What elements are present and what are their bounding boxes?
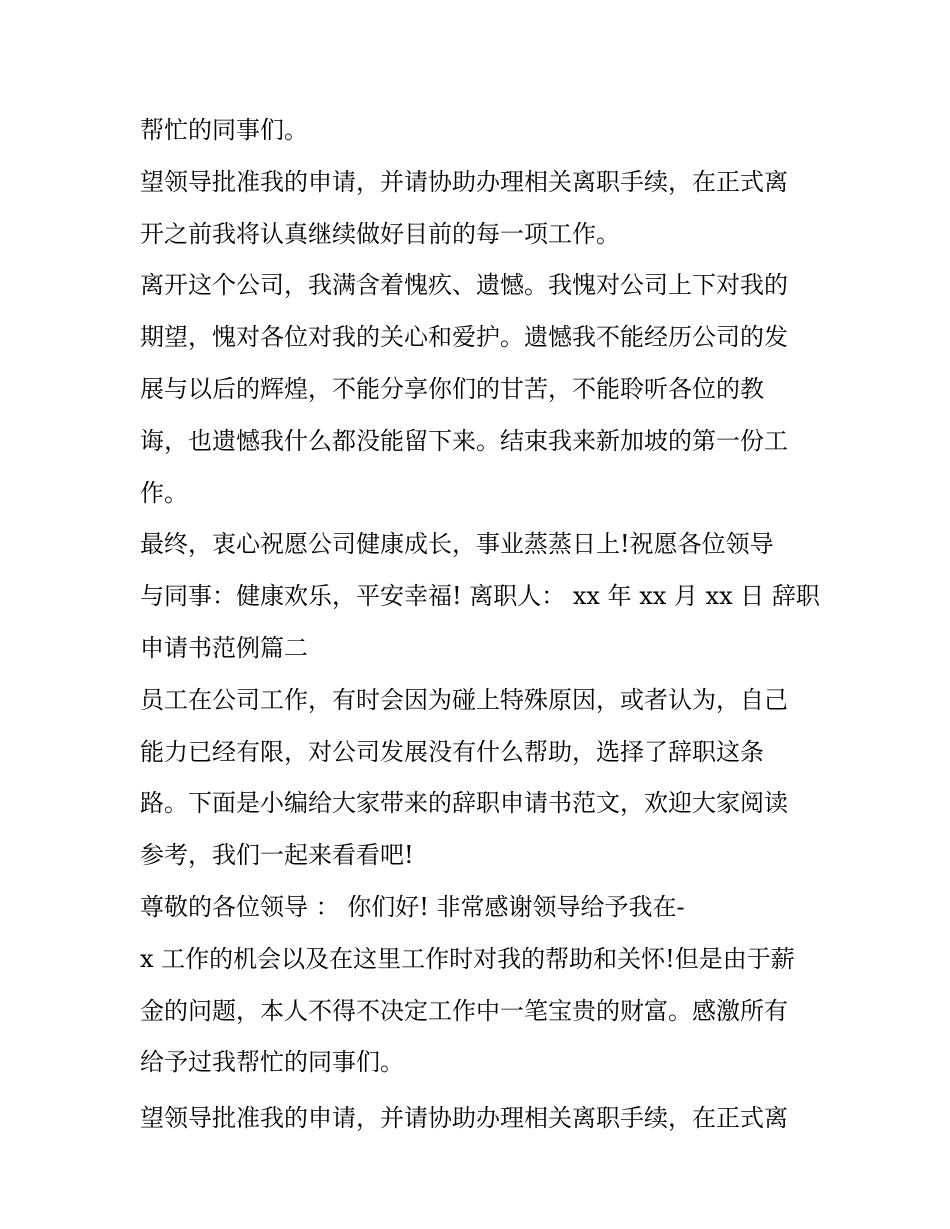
text-line: 开之前我将认真继续做好目前的每一项工作。 [140,219,620,248]
text-line: 金的问题，本人不得不决定工作中一笔宝贵的财富。感激所有 [140,996,788,1025]
text-line: 参考，我们一起来看看吧! [140,841,414,870]
text-line: 诲，也遗憾我什么都没能留下来。结束我来新加坡的第一份工 [140,426,788,455]
text-line: 给予过我帮忙的同事们。 [140,1048,404,1077]
text-line: 与同事：健康欢乐，平安幸福! 离职人： xx 年 xx 月 xx 日 辞职 [140,582,820,611]
text-line: 路。下面是小编给大家带来的辞职申请书范文，欢迎大家阅读 [140,789,788,818]
text-line: 望领导批准我的申请，并请协助办理相关离职手续，在正式离 [140,1104,788,1133]
text-line: x 工作的机会以及在这里工作时对我的帮助和关怀!但是由于薪 [140,944,795,973]
text-line: 最终，衷心祝愿公司健康成长，事业蒸蒸日上!祝愿各位领导 [140,530,774,559]
text-line: 展与以后的辉煌，不能分享你们的甘苦，不能聆听各位的教 [140,374,764,403]
text-line: 作。 [140,478,188,507]
text-line: 帮忙的同事们。 [140,116,308,144]
text-line: 望领导批准我的申请，并请协助办理相关离职手续，在正式离 [140,167,788,196]
text-line: 能力已经有限，对公司发展没有什么帮助，选择了辞职这条 [140,737,764,766]
text-line: 期望，愧对各位对我的关心和爱护。遗憾我不能经历公司的发 [140,323,788,352]
section-heading: 申请书范例篇二 [140,633,308,662]
text-line: 员工在公司工作，有时会因为碰上特殊原因，或者认为，自己 [140,685,788,714]
text-line: 尊敬的各位领导 ： 你们好! 非常感谢领导给予我在- [140,892,685,921]
text-line: 离开这个公司，我满含着愧疚、遗憾。我愧对公司上下对我的 [140,271,788,300]
body-text [140,105,820,1145]
